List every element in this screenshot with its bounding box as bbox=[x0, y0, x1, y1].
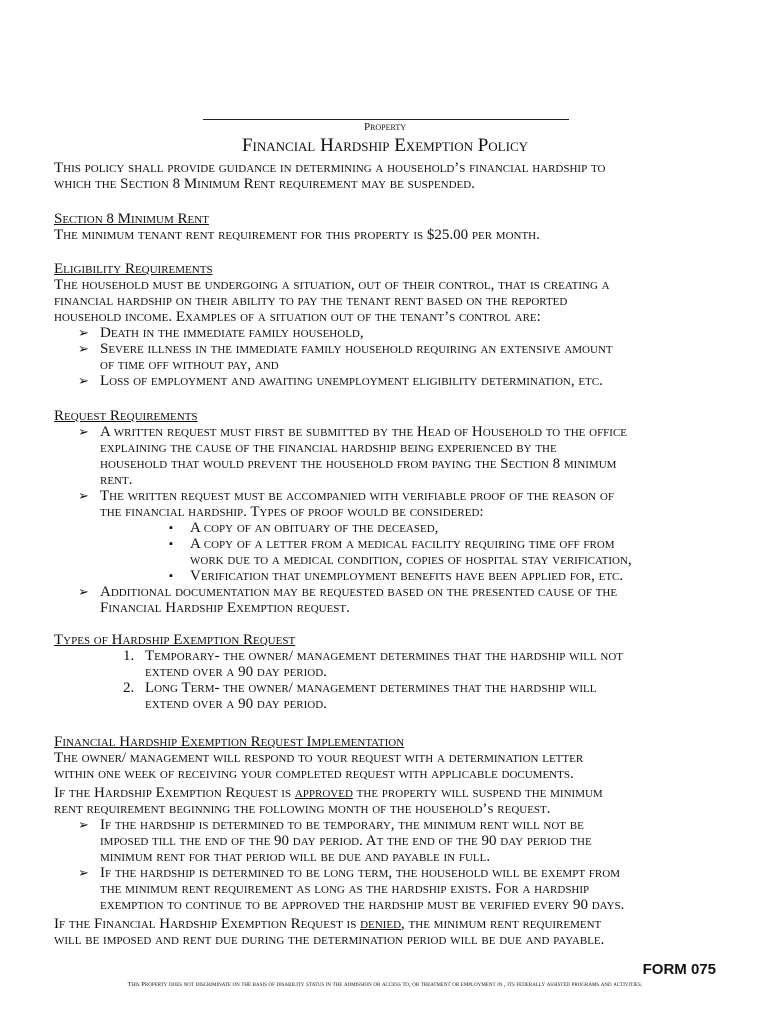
square-bullet-icon: ▪ bbox=[169, 538, 173, 550]
list-item-text: Loss of employment and awaiting unemployment eligibility determination, etc. bbox=[100, 373, 603, 389]
list-item bbox=[54, 584, 724, 616]
item-number: 2. bbox=[123, 680, 135, 696]
list-item-text: Additional documentation may be requested based on the presented cause of the bbox=[100, 584, 618, 600]
arrow-bullet-icon: ➢ bbox=[78, 488, 89, 503]
item-number: 1. bbox=[123, 648, 135, 664]
minimum-rent-section bbox=[54, 211, 724, 243]
section-heading: Section 8 Minimum Rent bbox=[54, 211, 209, 227]
implementation-section bbox=[54, 734, 724, 948]
list-item-text: imposed till the end of the 90 day period. At the end of the 90 day period the bbox=[100, 833, 592, 849]
intro-paragraph bbox=[54, 160, 724, 192]
text-span: If the Financial Hardship Exemption Request is bbox=[54, 916, 361, 932]
property-name-line bbox=[203, 119, 569, 120]
section-text bbox=[54, 916, 724, 932]
list-item bbox=[54, 488, 724, 520]
arrow-bullet-icon: ➢ bbox=[78, 817, 89, 832]
types-section bbox=[54, 632, 724, 712]
list-item bbox=[54, 373, 724, 389]
list-item-text: the financial hardship. Types of proof would be considered: bbox=[100, 504, 484, 520]
list-item-text: Temporary- the owner/ management determines that the hardship will not bbox=[145, 648, 623, 664]
list-item-text: Death in the immediate family household, bbox=[100, 325, 364, 341]
section-heading: Financial Hardship Exemption Request Implementation bbox=[54, 734, 405, 750]
footer-disclaimer: This Property does not discriminate on the basis of disability status in the admission or access to, or treatment or employment in , its federally assisted programs and activities. bbox=[127, 981, 643, 988]
list-item-text: Severe illness in the immediate family household requiring an extensive amount bbox=[100, 341, 613, 357]
text-span: If the Hardship Exemption Request is bbox=[54, 785, 295, 801]
arrow-bullet-icon: ➢ bbox=[78, 325, 89, 340]
intro-line: This policy shall provide guidance in determining a household’s financial hardship to bbox=[54, 160, 606, 176]
list-item bbox=[54, 865, 724, 913]
list-item-text: A copy of an obituary of the deceased, bbox=[190, 520, 439, 536]
denied-term: denied bbox=[360, 916, 402, 932]
arrow-bullet-icon: ➢ bbox=[78, 341, 89, 356]
arrow-bullet-icon: ➢ bbox=[78, 584, 89, 599]
section-text: The household must be undergoing a situation, out of their control, that is creating a bbox=[54, 277, 610, 293]
text-span: the property will suspend the minimum bbox=[352, 785, 603, 801]
page-title: Financial Hardship Exemption Policy bbox=[241, 135, 529, 156]
intro-line: which the Section 8 Minimum Rent requirement may be suspended. bbox=[54, 176, 475, 192]
section-text bbox=[54, 785, 724, 801]
list-item bbox=[54, 325, 724, 341]
sub-list-item bbox=[54, 520, 724, 536]
list-item-text: Financial Hardship Exemption request. bbox=[100, 600, 350, 616]
square-bullet-icon: ▪ bbox=[169, 570, 173, 582]
list-item-text: explaining the cause of the financial hardship being experienced by the bbox=[100, 440, 557, 456]
list-item-text: Verification that unemployment benefits have been applied for, etc. bbox=[190, 568, 624, 584]
list-item-text: extend over a 90 day period. bbox=[145, 664, 327, 680]
section-text: The minimum tenant rent requirement for this property is $25.00 per month. bbox=[54, 227, 540, 243]
request-section bbox=[54, 408, 724, 616]
section-text: The owner/ management will respond to your request with a determination letter bbox=[54, 750, 584, 766]
list-item-text: If the hardship is determined to be long term, the household will be exempt from bbox=[100, 865, 620, 881]
list-item bbox=[54, 817, 724, 865]
form-number: FORM 075 bbox=[642, 961, 716, 978]
list-item-text: minimum rent for that period will be due and payable in full. bbox=[100, 849, 491, 865]
section-text: household income. Examples of a situation out of the tenant’s control are: bbox=[54, 309, 541, 325]
list-item bbox=[54, 341, 724, 373]
section-text: within one week of receiving your completed request with applicable documents. bbox=[54, 766, 574, 782]
numbered-item bbox=[54, 680, 724, 712]
arrow-bullet-icon: ➢ bbox=[78, 373, 89, 388]
list-item-text: Long Term- the owner/ management determines that the hardship will bbox=[145, 680, 597, 696]
square-bullet-icon: ▪ bbox=[169, 522, 173, 534]
list-item-text: The written request must be accompanied with verifiable proof of the reason of bbox=[100, 488, 614, 504]
list-item-text: exemption to continue to be approved the hardship must be verified every 90 days. bbox=[100, 897, 625, 913]
section-text: rent requirement beginning the following month of the household’s request. bbox=[54, 801, 551, 817]
property-label: Property bbox=[363, 121, 407, 133]
arrow-bullet-icon: ➢ bbox=[78, 424, 89, 439]
section-heading: Types of Hardship Exemption Request bbox=[54, 632, 296, 648]
list-item-text: rent. bbox=[100, 472, 133, 488]
section-text: financial hardship on their ability to pay the tenant rent based on the reported bbox=[54, 293, 568, 309]
list-item-text: extend over a 90 day period. bbox=[145, 696, 327, 712]
section-heading: Request Requirements bbox=[54, 408, 198, 424]
list-item-text: the minimum rent requirement as long as the hardship exists. For a hardship bbox=[100, 881, 590, 897]
list-item-text: If the hardship is determined to be temporary, the minimum rent will not be bbox=[100, 817, 584, 833]
list-item-text: of time off without pay, and bbox=[100, 357, 279, 373]
list-item-text: work due to a medical condition, copies of hospital stay verification, bbox=[190, 552, 632, 568]
list-item-text: A copy of a letter from a medical facility requiring time off from bbox=[190, 536, 615, 552]
numbered-item bbox=[54, 648, 724, 680]
text-span: , the minimum rent requirement bbox=[401, 916, 602, 932]
section-heading: Eligibility Requirements bbox=[54, 261, 213, 277]
list-item-text: household that would prevent the household from paying the Section 8 minimum bbox=[100, 456, 617, 472]
sub-list-item bbox=[54, 536, 724, 568]
approved-term: approved bbox=[294, 785, 353, 801]
section-text: will be imposed and rent due during the determination period will be due and payable. bbox=[54, 932, 605, 948]
list-item-text: A written request must first be submitted by the Head of Household to the office bbox=[100, 424, 628, 440]
list-item bbox=[54, 424, 724, 488]
sub-list-item bbox=[54, 568, 724, 584]
eligibility-section bbox=[54, 261, 724, 389]
arrow-bullet-icon: ➢ bbox=[78, 865, 89, 880]
